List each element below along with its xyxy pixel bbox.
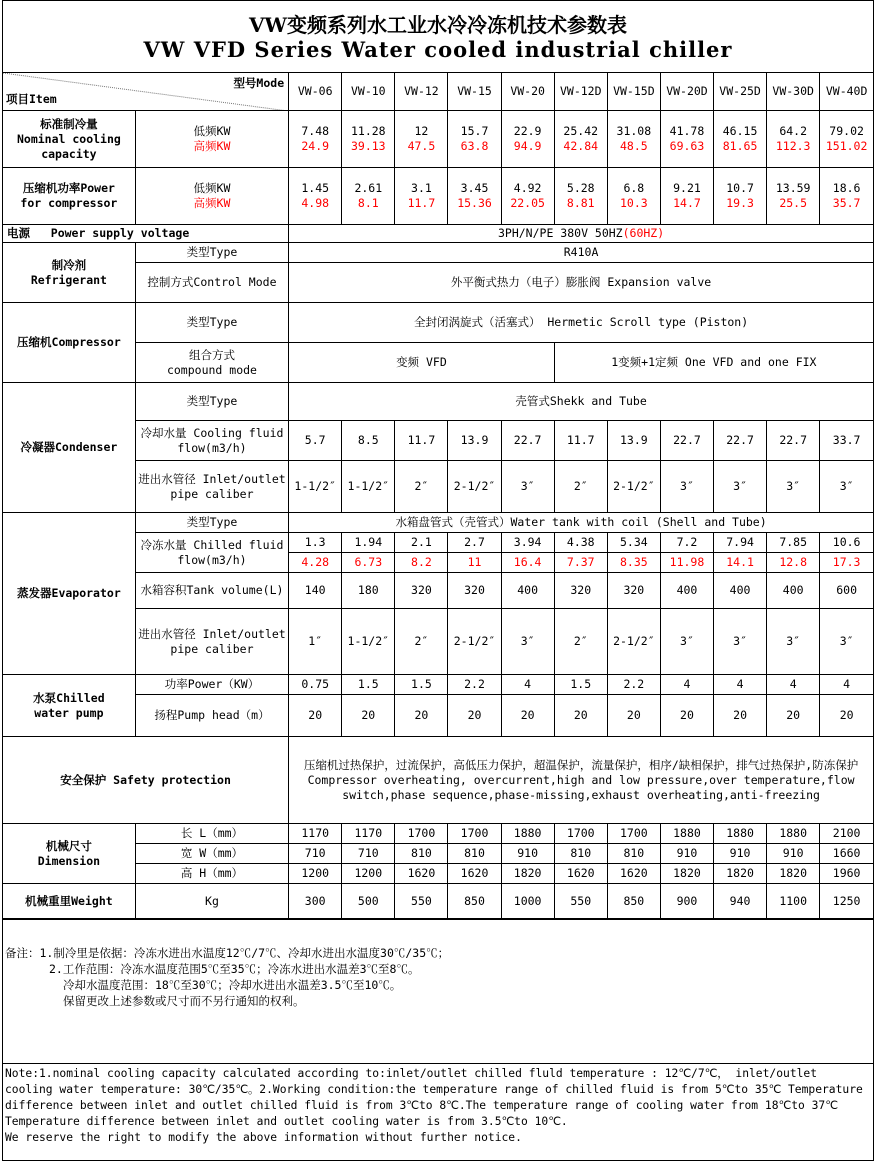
value-cell: 1100 — [767, 884, 820, 919]
value-cell: 5.34 — [607, 533, 660, 553]
pump-label: 水泵Chilled water pump — [3, 675, 135, 737]
value-cell: 5.7 — [289, 421, 342, 461]
high-value: 4.98 — [301, 196, 330, 210]
freq-label: 低频KW 高频KW — [135, 111, 288, 168]
low-value: 3.1 — [411, 181, 432, 195]
low-value: 11.28 — [350, 124, 386, 138]
value-cell: 20 — [342, 695, 395, 737]
weight-label: 机械重里Weight — [3, 884, 135, 919]
value-cell: 1960 — [820, 864, 873, 884]
value-cell: 7.94 — [714, 533, 767, 553]
height-label: 高 H（mm） — [135, 864, 288, 884]
note-en-text: Note:1.nominal cooling capacity calculated according to:inlet/outlet chilled fluld temperature : 12℃/7℃， inlet/outlet cooling water temperature: 30℃/35℃。2.Working condition:the temperature range of chilled fluid is from 5℃to 35℃ Temperature difference between inlet and outlet chilled fluid is from 3℃to 8℃.The temperature range of cooling water from 18℃to 37℃ Temperature difference between inlet and outlet cooling water is from 3.5℃to 10℃. — [5, 1067, 863, 1128]
value-cell — [501, 168, 554, 225]
value-cell: 850 — [448, 884, 501, 919]
value-cell: 4 — [660, 675, 713, 695]
low-value: 2.61 — [354, 181, 383, 195]
high-value: 81.65 — [722, 139, 758, 153]
value-cell: 6.73 — [342, 553, 395, 573]
value-cell: 1.5 — [342, 675, 395, 695]
notes-cn — [3, 933, 873, 1064]
value-cell — [660, 111, 713, 168]
compound-label: 组合方式 compound mode — [135, 343, 288, 383]
value-cell: 13.9 — [607, 421, 660, 461]
value-cell: 1700 — [607, 824, 660, 844]
spec-sheet — [2, 0, 874, 1161]
value-cell: 3″ — [820, 461, 873, 513]
value-cell — [448, 111, 501, 168]
value-cell: 1820 — [714, 864, 767, 884]
value-cell: 2-1/2″ — [607, 461, 660, 513]
model-label: 型号Mode — [233, 76, 285, 90]
value-cell: 20 — [289, 695, 342, 737]
value-cell: 320 — [554, 573, 607, 609]
value-cell: 20 — [767, 695, 820, 737]
value-cell: 2″ — [554, 461, 607, 513]
value-cell: 1620 — [554, 864, 607, 884]
value-cell: 20 — [501, 695, 554, 737]
value-cell: 2″ — [554, 609, 607, 675]
low-value: 64.2 — [779, 124, 808, 138]
evaporator-type-row — [3, 513, 873, 533]
value-cell: 1.3 — [289, 533, 342, 553]
low-value: 25.42 — [563, 124, 599, 138]
value-cell: 1820 — [660, 864, 713, 884]
value-cell — [767, 168, 820, 225]
value-cell: 20 — [607, 695, 660, 737]
low-value: 13.59 — [775, 181, 811, 195]
value-cell: 1660 — [820, 844, 873, 864]
note-line: 冷却水温度范围：18℃至30℃；冷却水进出水温差3.5℃至10℃。 — [63, 978, 402, 992]
value-cell: 11.7 — [395, 421, 448, 461]
value-cell: 4 — [501, 675, 554, 695]
control-value: 外平衡式热力（电子）膨胀阀 Expansion valve — [289, 263, 873, 303]
value-cell — [554, 111, 607, 168]
supply-value: 3PH/N/PE 380V 50HZ(60HZ) — [289, 225, 873, 243]
value-cell — [767, 111, 820, 168]
low-value: 31.08 — [616, 124, 652, 138]
value-cell: 1700 — [448, 824, 501, 844]
value-cell: 810 — [607, 844, 660, 864]
low-value: 3.45 — [460, 181, 489, 195]
value-cell: 22.7 — [501, 421, 554, 461]
high-value: 112.3 — [775, 139, 811, 153]
value-cell: 20 — [554, 695, 607, 737]
value-cell: 3″ — [660, 461, 713, 513]
width-label: 宽 W（mm） — [135, 844, 288, 864]
compound-vfd-fix: 1变频+1定频 One VFD and one FIX — [554, 343, 873, 383]
value-cell: 3″ — [501, 609, 554, 675]
value-cell: 22.7 — [714, 421, 767, 461]
value-cell: 1-1/2″ — [342, 461, 395, 513]
value-cell: 500 — [342, 884, 395, 919]
high-value: 10.3 — [620, 196, 648, 210]
high-value: 14.7 — [673, 196, 701, 210]
value-cell: 8.35 — [607, 553, 660, 573]
low-value: 5.28 — [566, 181, 595, 195]
evaporator-label: 蒸发器Evaporator — [3, 513, 135, 675]
value-cell: 3″ — [714, 609, 767, 675]
safety-row — [3, 737, 873, 824]
value-cell: 4.28 — [289, 553, 342, 573]
value-cell: 1.94 — [342, 533, 395, 553]
value-cell: 2-1/2″ — [448, 609, 501, 675]
refrigerant-type-row — [3, 243, 873, 263]
high-value: 94.9 — [513, 139, 542, 153]
value-cell: 1170 — [342, 824, 395, 844]
value-cell: 11.7 — [554, 421, 607, 461]
value-cell: 600 — [820, 573, 873, 609]
cooling-row — [3, 111, 873, 168]
refrigerant-label: 制冷剂 Refrigerant — [3, 243, 135, 303]
high-value: 151.02 — [825, 139, 868, 153]
model-header: VW-20 — [501, 73, 554, 111]
refrigerant-type: R410A — [289, 243, 873, 263]
value-cell — [448, 168, 501, 225]
value-cell — [714, 168, 767, 225]
value-cell — [395, 111, 448, 168]
spacer — [3, 919, 873, 933]
value-cell: 7.2 — [660, 533, 713, 553]
value-cell: 7.37 — [554, 553, 607, 573]
value-cell: 1.5 — [395, 675, 448, 695]
value-cell: 710 — [342, 844, 395, 864]
value-cell — [342, 111, 395, 168]
high-value: 8.1 — [357, 196, 379, 210]
title-en: VW VFD Series Water cooled industrial chiller — [143, 37, 733, 62]
value-cell: 850 — [607, 884, 660, 919]
title-block — [3, 1, 873, 72]
compressor-type-row — [3, 303, 873, 343]
value-cell: 810 — [554, 844, 607, 864]
dimension-label: 机械尺寸 Dimension — [3, 824, 135, 884]
control-label: 控制方式Control Mode — [135, 263, 288, 303]
value-cell: 1620 — [607, 864, 660, 884]
value-cell: 300 — [289, 884, 342, 919]
value-cell: 20 — [714, 695, 767, 737]
value-cell: 2-1/2″ — [448, 461, 501, 513]
value-cell: 400 — [501, 573, 554, 609]
value-cell: 13.9 — [448, 421, 501, 461]
low-value: 4.92 — [513, 181, 542, 195]
header-row — [3, 73, 873, 111]
value-cell — [820, 111, 873, 168]
value-cell: 400 — [660, 573, 713, 609]
type-label: 类型Type — [135, 383, 288, 421]
low-value: 12 — [414, 124, 429, 138]
value-cell: 22.7 — [660, 421, 713, 461]
value-cell: 20 — [448, 695, 501, 737]
value-cell: 3″ — [767, 461, 820, 513]
safety-text: 压缩机过热保护，过流保护，高低压力保护，超温保护，流量保护，相序/缺相保护，排气过热保护,防冻保护Compressor overheating, overcurrent,high and low pressure,over temperature,flow switch,phase sequence,phase-missing,exhaust overheating,anti-freezing — [289, 737, 873, 824]
value-cell: 910 — [714, 844, 767, 864]
value-cell: 33.7 — [820, 421, 873, 461]
value-cell: 320 — [607, 573, 660, 609]
value-cell — [820, 168, 873, 225]
value-cell: 1000 — [501, 884, 554, 919]
low-value: 79.02 — [829, 124, 864, 138]
pump-power-label: 功率Power（KW） — [135, 675, 288, 695]
value-cell — [660, 168, 713, 225]
value-cell: 1170 — [289, 824, 342, 844]
high-value: 48.5 — [620, 139, 648, 153]
tank-label: 水箱容积Tank volume(L) — [135, 573, 288, 609]
value-cell: 320 — [395, 573, 448, 609]
model-header: VW-15 — [448, 73, 501, 111]
value-cell: 2.7 — [448, 533, 501, 553]
low-value: 18.6 — [832, 181, 861, 195]
evaporator-type: 水箱盘管式（壳管式）Water tank with coil (Shell and Tube) — [289, 513, 873, 533]
condenser-flow-label: 冷却水量 Cooling fluid flow(m3/h) — [135, 421, 288, 461]
compressor-type: 全封闭涡旋式（活塞式） Hermetic Scroll type (Piston) — [289, 303, 873, 343]
value-cell: 20 — [820, 695, 873, 737]
safety-label: 安全保护 Safety protection — [3, 737, 289, 824]
value-cell: 1880 — [501, 824, 554, 844]
value-cell: 1880 — [660, 824, 713, 844]
value-cell — [289, 111, 342, 168]
value-cell: 1.5 — [554, 675, 607, 695]
value-cell: 1″ — [289, 609, 342, 675]
value-cell: 810 — [395, 844, 448, 864]
low-value: 41.78 — [669, 124, 705, 138]
value-cell: 550 — [554, 884, 607, 919]
supply-row — [3, 225, 873, 243]
value-cell: 4 — [767, 675, 820, 695]
model-header: VW-06 — [289, 73, 342, 111]
title-cn: VW变频系列水工业水冷冷冻机技术参数表 — [249, 13, 627, 37]
value-cell: 1-1/2″ — [289, 461, 342, 513]
value-cell: 16.4 — [501, 553, 554, 573]
value-cell: 1820 — [767, 864, 820, 884]
model-header: VW-20D — [660, 73, 713, 111]
value-cell: 940 — [714, 884, 767, 919]
low-value: 22.9 — [513, 124, 542, 138]
high-value: 19.3 — [726, 196, 754, 210]
spec-table — [3, 72, 873, 919]
value-cell: 1200 — [342, 864, 395, 884]
value-cell: 22.7 — [767, 421, 820, 461]
value-cell: 10.6 — [820, 533, 873, 553]
value-cell: 3″ — [501, 461, 554, 513]
model-header: VW-12 — [395, 73, 448, 111]
freq-label: 低频KW 高频KW — [135, 168, 288, 225]
value-cell: 3.94 — [501, 533, 554, 553]
value-cell: 400 — [767, 573, 820, 609]
value-cell: 11.98 — [660, 553, 713, 573]
value-cell: 1620 — [448, 864, 501, 884]
low-value: 6.8 — [623, 181, 645, 195]
value-cell: 1820 — [501, 864, 554, 884]
header-corner — [3, 73, 289, 111]
power-label: 压缩机功率Power for compressor — [3, 168, 135, 225]
value-cell: 1620 — [395, 864, 448, 884]
note-line: 2.工作范围：冷冻水温度范围5℃至35℃；冷冻水进出水温差3℃至8℃。 — [49, 962, 420, 976]
value-cell: 900 — [660, 884, 713, 919]
value-cell: 1700 — [395, 824, 448, 844]
value-cell: 20 — [395, 695, 448, 737]
value-cell — [289, 168, 342, 225]
value-cell: 1700 — [554, 824, 607, 844]
weight-unit: Kg — [135, 884, 288, 919]
item-label: 项目Item — [6, 92, 57, 106]
length-row — [3, 824, 873, 844]
value-cell: 20 — [660, 695, 713, 737]
high-value: 22.05 — [510, 196, 545, 210]
low-value: 10.7 — [726, 181, 754, 195]
value-cell: 1200 — [289, 864, 342, 884]
value-cell — [607, 168, 660, 225]
value-cell: 17.3 — [820, 553, 873, 573]
model-header: VW-15D — [607, 73, 660, 111]
value-cell: 12.8 — [767, 553, 820, 573]
value-cell: 710 — [289, 844, 342, 864]
high-value: 11.7 — [407, 196, 436, 210]
high-value: 8.81 — [566, 196, 595, 210]
value-cell — [714, 111, 767, 168]
condenser-type: 壳管式Shekk and Tube — [289, 383, 873, 421]
model-header: VW-12D — [554, 73, 607, 111]
pump-head-label: 扬程Pump head（m） — [135, 695, 288, 737]
low-value: 15.7 — [460, 124, 489, 138]
value-cell: 1-1/2″ — [342, 609, 395, 675]
compound-vfd: 变频 VFD — [289, 343, 555, 383]
value-cell: 2″ — [395, 461, 448, 513]
model-header: VW-10 — [342, 73, 395, 111]
power-row — [3, 168, 873, 225]
low-value: 1.45 — [301, 181, 330, 195]
value-cell: 4 — [714, 675, 767, 695]
value-cell: 400 — [714, 573, 767, 609]
value-cell: 140 — [289, 573, 342, 609]
weight-row — [3, 884, 873, 919]
type-label: 类型Type — [135, 243, 288, 263]
high-value: 69.63 — [669, 139, 705, 153]
value-cell: 910 — [767, 844, 820, 864]
notes-en — [3, 1064, 873, 1161]
low-value: 46.15 — [722, 124, 758, 138]
value-cell: 14.1 — [714, 553, 767, 573]
value-cell: 7.85 — [767, 533, 820, 553]
supply-label: 电源 Power supply voltage — [3, 225, 289, 243]
high-value: 63.8 — [460, 139, 489, 153]
low-value: 7.48 — [301, 124, 330, 138]
cooling-label: 标准制冷量 Nominal cooling capacity — [3, 111, 135, 168]
value-cell — [607, 111, 660, 168]
value-cell: 3″ — [767, 609, 820, 675]
value-cell: 3″ — [660, 609, 713, 675]
high-value: 24.9 — [301, 139, 330, 153]
value-cell — [554, 168, 607, 225]
value-cell: 2100 — [820, 824, 873, 844]
value-cell — [395, 168, 448, 225]
value-cell — [501, 111, 554, 168]
compressor-label: 压缩机Compressor — [3, 303, 135, 383]
note-en-reserve: We reserve the right to modify the above information without further notice. — [5, 1131, 522, 1144]
value-cell: 910 — [660, 844, 713, 864]
value-cell: 2.2 — [607, 675, 660, 695]
type-label: 类型Type — [135, 303, 288, 343]
high-value: 35.7 — [832, 196, 861, 210]
value-cell: 4 — [820, 675, 873, 695]
value-cell — [342, 168, 395, 225]
pump-power-row — [3, 675, 873, 695]
value-cell: 8.5 — [342, 421, 395, 461]
high-value: 39.13 — [350, 139, 386, 153]
value-cell: 180 — [342, 573, 395, 609]
value-cell: 320 — [448, 573, 501, 609]
value-cell: 910 — [501, 844, 554, 864]
high-value: 25.5 — [779, 196, 808, 210]
value-cell: 1880 — [714, 824, 767, 844]
value-cell: 550 — [395, 884, 448, 919]
high-value: 47.5 — [407, 139, 436, 153]
value-cell: 810 — [448, 844, 501, 864]
model-header: VW-40D — [820, 73, 873, 111]
note-line: 备注：1.制冷里是依据：冷冻水进出水温度12℃/7℃、冷却水进出水温度30℃/35℃； — [5, 946, 450, 960]
high-value: 15.36 — [457, 196, 492, 210]
model-header: VW-30D — [767, 73, 820, 111]
value-cell: 2.1 — [395, 533, 448, 553]
value-cell: 3″ — [820, 609, 873, 675]
condenser-type-row — [3, 383, 873, 421]
value-cell: 4.38 — [554, 533, 607, 553]
value-cell: 0.75 — [289, 675, 342, 695]
note-line: 保留更改上述参数或尺寸而不另行通知的权利。 — [63, 994, 305, 1008]
value-cell: 2-1/2″ — [607, 609, 660, 675]
condenser-label: 冷凝器Condenser — [3, 383, 135, 513]
evaporator-pipe-label: 进出水管径 Inlet/outlet pipe caliber — [135, 609, 288, 675]
value-cell: 1250 — [820, 884, 873, 919]
value-cell: 8.2 — [395, 553, 448, 573]
chilled-flow-label: 冷冻水量 Chilled fluid flow(m3/h) — [135, 533, 288, 573]
low-value: 9.21 — [673, 181, 701, 195]
value-cell: 11 — [448, 553, 501, 573]
value-cell: 1880 — [767, 824, 820, 844]
high-value: 42.84 — [563, 139, 599, 153]
model-header: VW-25D — [714, 73, 767, 111]
length-label: 长 L（mm） — [135, 824, 288, 844]
value-cell: 3″ — [714, 461, 767, 513]
type-label: 类型Type — [135, 513, 288, 533]
value-cell: 2″ — [395, 609, 448, 675]
condenser-pipe-label: 进出水管径 Inlet/outlet pipe caliber — [135, 461, 288, 513]
value-cell: 2.2 — [448, 675, 501, 695]
